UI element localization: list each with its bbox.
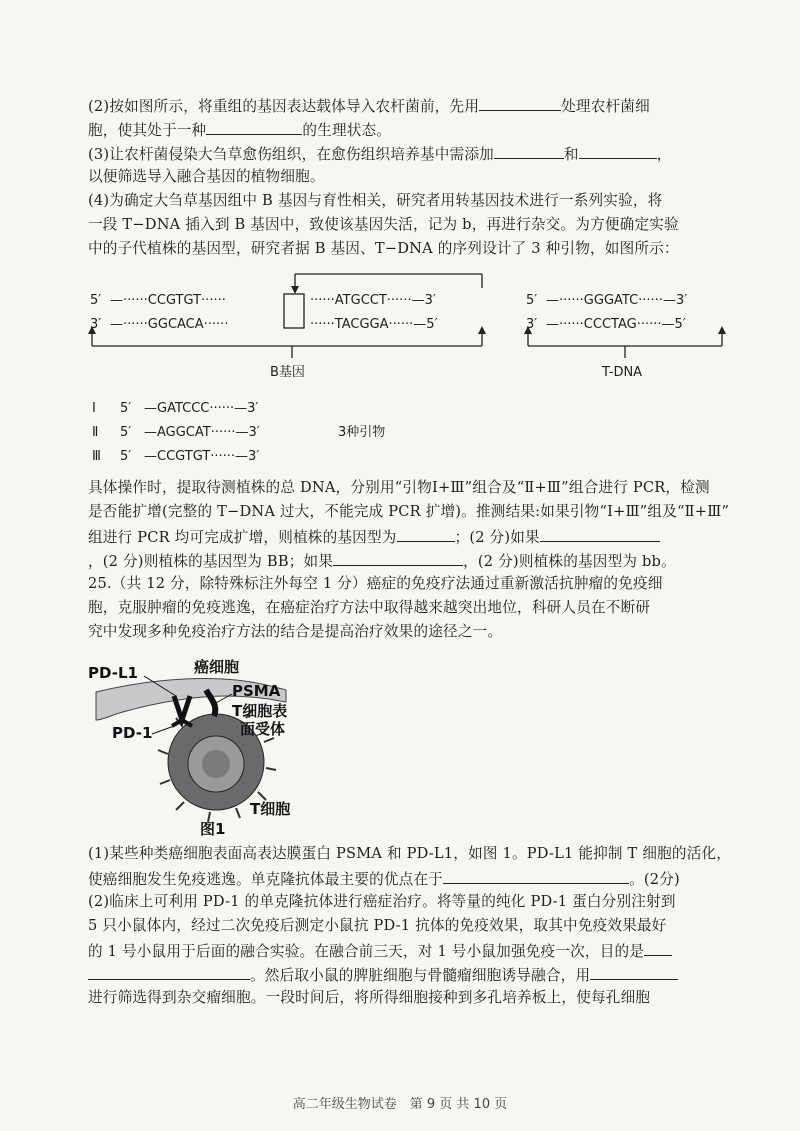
receptor-label-2: 面受体 [240,720,286,738]
q25-sub2-line3 [88,940,728,962]
q24-result-line1 [88,478,728,498]
answer-blank[interactable] [88,964,250,980]
primer-seq: —CCGTGT······—3′ [144,449,260,464]
psma-label: PSMA [232,682,281,700]
text: ，(2 分)则植株的基因型为 BB；如果 [88,553,334,570]
text: 进行筛选得到杂交瘤细胞。一段时间后，将所得细胞接种到多孔培养板上，使每孔细胞 [88,989,651,1006]
answer-blank[interactable] [443,868,629,884]
t-bottom-seq: —······CCCTAG······—5′ [546,317,686,332]
primer-numeral: Ⅱ [92,425,99,440]
q24-part2-line2 [88,119,728,141]
b-top-right-seq: ······ATGCCT······—3′ [310,293,436,308]
b-gene-label: B基因 [270,365,305,380]
q24-part4-line1 [88,191,728,211]
text: (3)让农杆菌侵染大刍草愈伤组织，在愈伤组织培养基中需添加 [88,146,494,163]
q24-result-line4 [88,550,728,572]
text: 5 只小鼠体内，经过二次免疫后测定小鼠抗 PD-1 抗体的免疫效果，取其中免疫效果最好 [88,917,667,934]
text: 胞，使其处于一种 [88,122,207,139]
answer-blank[interactable] [540,526,660,542]
pd-l1-label: PD-L1 [88,664,138,682]
text: 中的子代植株的基因型，研究者据 B 基因、T−DNA 的序列设计了 3 种引物，如图所示： [88,240,679,257]
q24-part4-line2 [88,215,728,235]
arrow-up-icon [478,326,486,334]
b-top-left-seq: —······CCGTGT······ [110,293,226,308]
answer-blank[interactable] [206,119,302,135]
q24-part3-line2 [88,167,728,187]
q24-part2-line1 [88,95,728,117]
primer-end: 5′ [120,401,132,416]
q25-sub1-line1 [88,844,732,864]
primers-list [90,392,430,472]
text: 处理农杆菌细 [561,98,650,115]
q24-part4-line3 [88,239,728,259]
primer-seq: —AGGCAT······—3′ [144,425,260,440]
primer-numeral: Ⅰ [92,401,96,416]
answer-blank[interactable] [579,143,657,159]
q25-sub2-line5 [88,988,728,1008]
receptor-label-1: T细胞表 [232,702,288,720]
q25-intro-line3 [88,622,728,642]
answer-blank[interactable] [333,550,463,566]
text: (2)临床上可利用 PD-1 的单克隆抗体进行癌症治疗。将等量的纯化 PD-1 蛋白分别注射到 [88,893,676,910]
q24-result-line3 [88,526,728,548]
text: 使癌细胞发生免疫逃逸。单克隆抗体最主要的优点在于 [88,871,444,888]
b-bottom-right-seq: ······TACGGA······—5′ [310,317,438,332]
q25-intro-line2 [88,598,728,618]
page-footer: 高二年级生物试卷 第 9 页 共 10 页 [292,1097,508,1112]
text: ；(2 分)如果 [454,529,540,546]
text: 的 1 号小鼠用于后面的融合实验。在融合前三天，对 1 号小鼠加强免疫一次，目的是 [88,943,645,960]
text: 和 [563,146,579,163]
text: ， [656,146,672,163]
text: 以便筛选导入融合基因的植物细胞。 [88,168,325,185]
text: 胞，克服肿瘤的免疫逃逸，在癌症治疗方法中取得越来越突出地位，科研人员在不断研 [88,599,651,616]
arrow-up-icon [718,326,726,334]
text: 究中发现多种免疫治疗方法的结合是提高治疗效果的途径之一。 [88,623,503,640]
text: 的生理状态。 [302,122,392,139]
t-top-5prime: 5′ [526,293,538,308]
primer-end: 5′ [120,425,132,440]
text: (2)按如图所示，将重组的基因表达载体导入农杆菌前，先用 [88,98,480,115]
primers-label: 3种引物 [338,425,386,440]
primer-numeral: Ⅲ [92,449,101,464]
text: 。(2分) [629,871,680,888]
text: 25.（共 12 分，除特殊标注外每空 1 分）癌症的免疫疗法通过重新激活抗肿瘤的免疫细 [88,575,663,592]
cancer-cell-label: 癌细胞 [194,658,240,676]
text: 一段 T−DNA 插入到 B 基因中，致使该基因失活，记为 b，再进行杂交。为方便确定实验 [88,216,679,233]
text: (1)某些种类癌细胞表面高表达膜蛋白 PSMA 和 PD-L1，如图 1。PD-L1 能抑制 T 细胞的活化， [88,845,732,862]
b-top-5prime: 5′ [90,293,102,308]
text: 具体操作时，提取待测植株的总 DNA，分别用“引物Ⅰ+Ⅲ”组合及“Ⅱ+Ⅲ”组合进行 PCR，检测 [88,479,710,496]
b-bottom-3prime: 3′ [90,317,102,332]
q24-result-line2 [88,502,728,522]
answer-blank[interactable] [479,95,561,111]
text: 是否能扩增(完整的 T−DNA 过大，不能完成 PCR 扩增)。推测结果:如果引物“Ⅰ+Ⅲ”组及“Ⅱ+Ⅲ” [88,503,730,520]
text: 。然后取小鼠的脾脏细胞与骨髓瘤细胞诱导融合，用 [250,967,591,984]
arrow-down-icon [291,286,299,294]
primer-seq: —GATCCC······—3′ [144,401,259,416]
answer-blank[interactable] [397,526,455,542]
text: 组进行 PCR 均可完成扩增，则植株的基因型为 [88,529,397,546]
pd-1-label: PD-1 [112,724,153,742]
q25-sub1-line2 [88,868,728,890]
t-cell-label: T细胞 [250,800,291,818]
b-bottom-left-seq: —······GGCACA······ [110,317,229,332]
text: (4)为确定大刍草基因组中 B 基因与育性相关，研究者用转基因技术进行一系列实验，将 [88,192,663,209]
dna-primer-diagram [80,266,740,386]
tdna-insertion-box [284,294,304,328]
nucleolus [202,750,230,778]
answer-blank[interactable] [644,940,672,956]
text: ，(2 分)则植株的基因型为 bb。 [463,553,676,570]
q25-sub2-line2 [88,916,728,936]
q25-intro-line1 [88,574,728,594]
primer-end: 5′ [120,449,132,464]
q24-part3-line1 [88,143,728,165]
answer-blank[interactable] [590,964,678,980]
q25-sub2-line4 [88,964,728,986]
q25-sub2-line1 [88,892,728,912]
t-dna-label: T-DNA [602,365,643,380]
t-top-seq: —······GGGATC······—3′ [546,293,688,308]
figure-caption: 图1 [200,820,226,838]
t-bottom-3prime: 3′ [526,317,538,332]
answer-blank[interactable] [494,143,564,159]
figure-1-cell-diagram [86,650,326,840]
